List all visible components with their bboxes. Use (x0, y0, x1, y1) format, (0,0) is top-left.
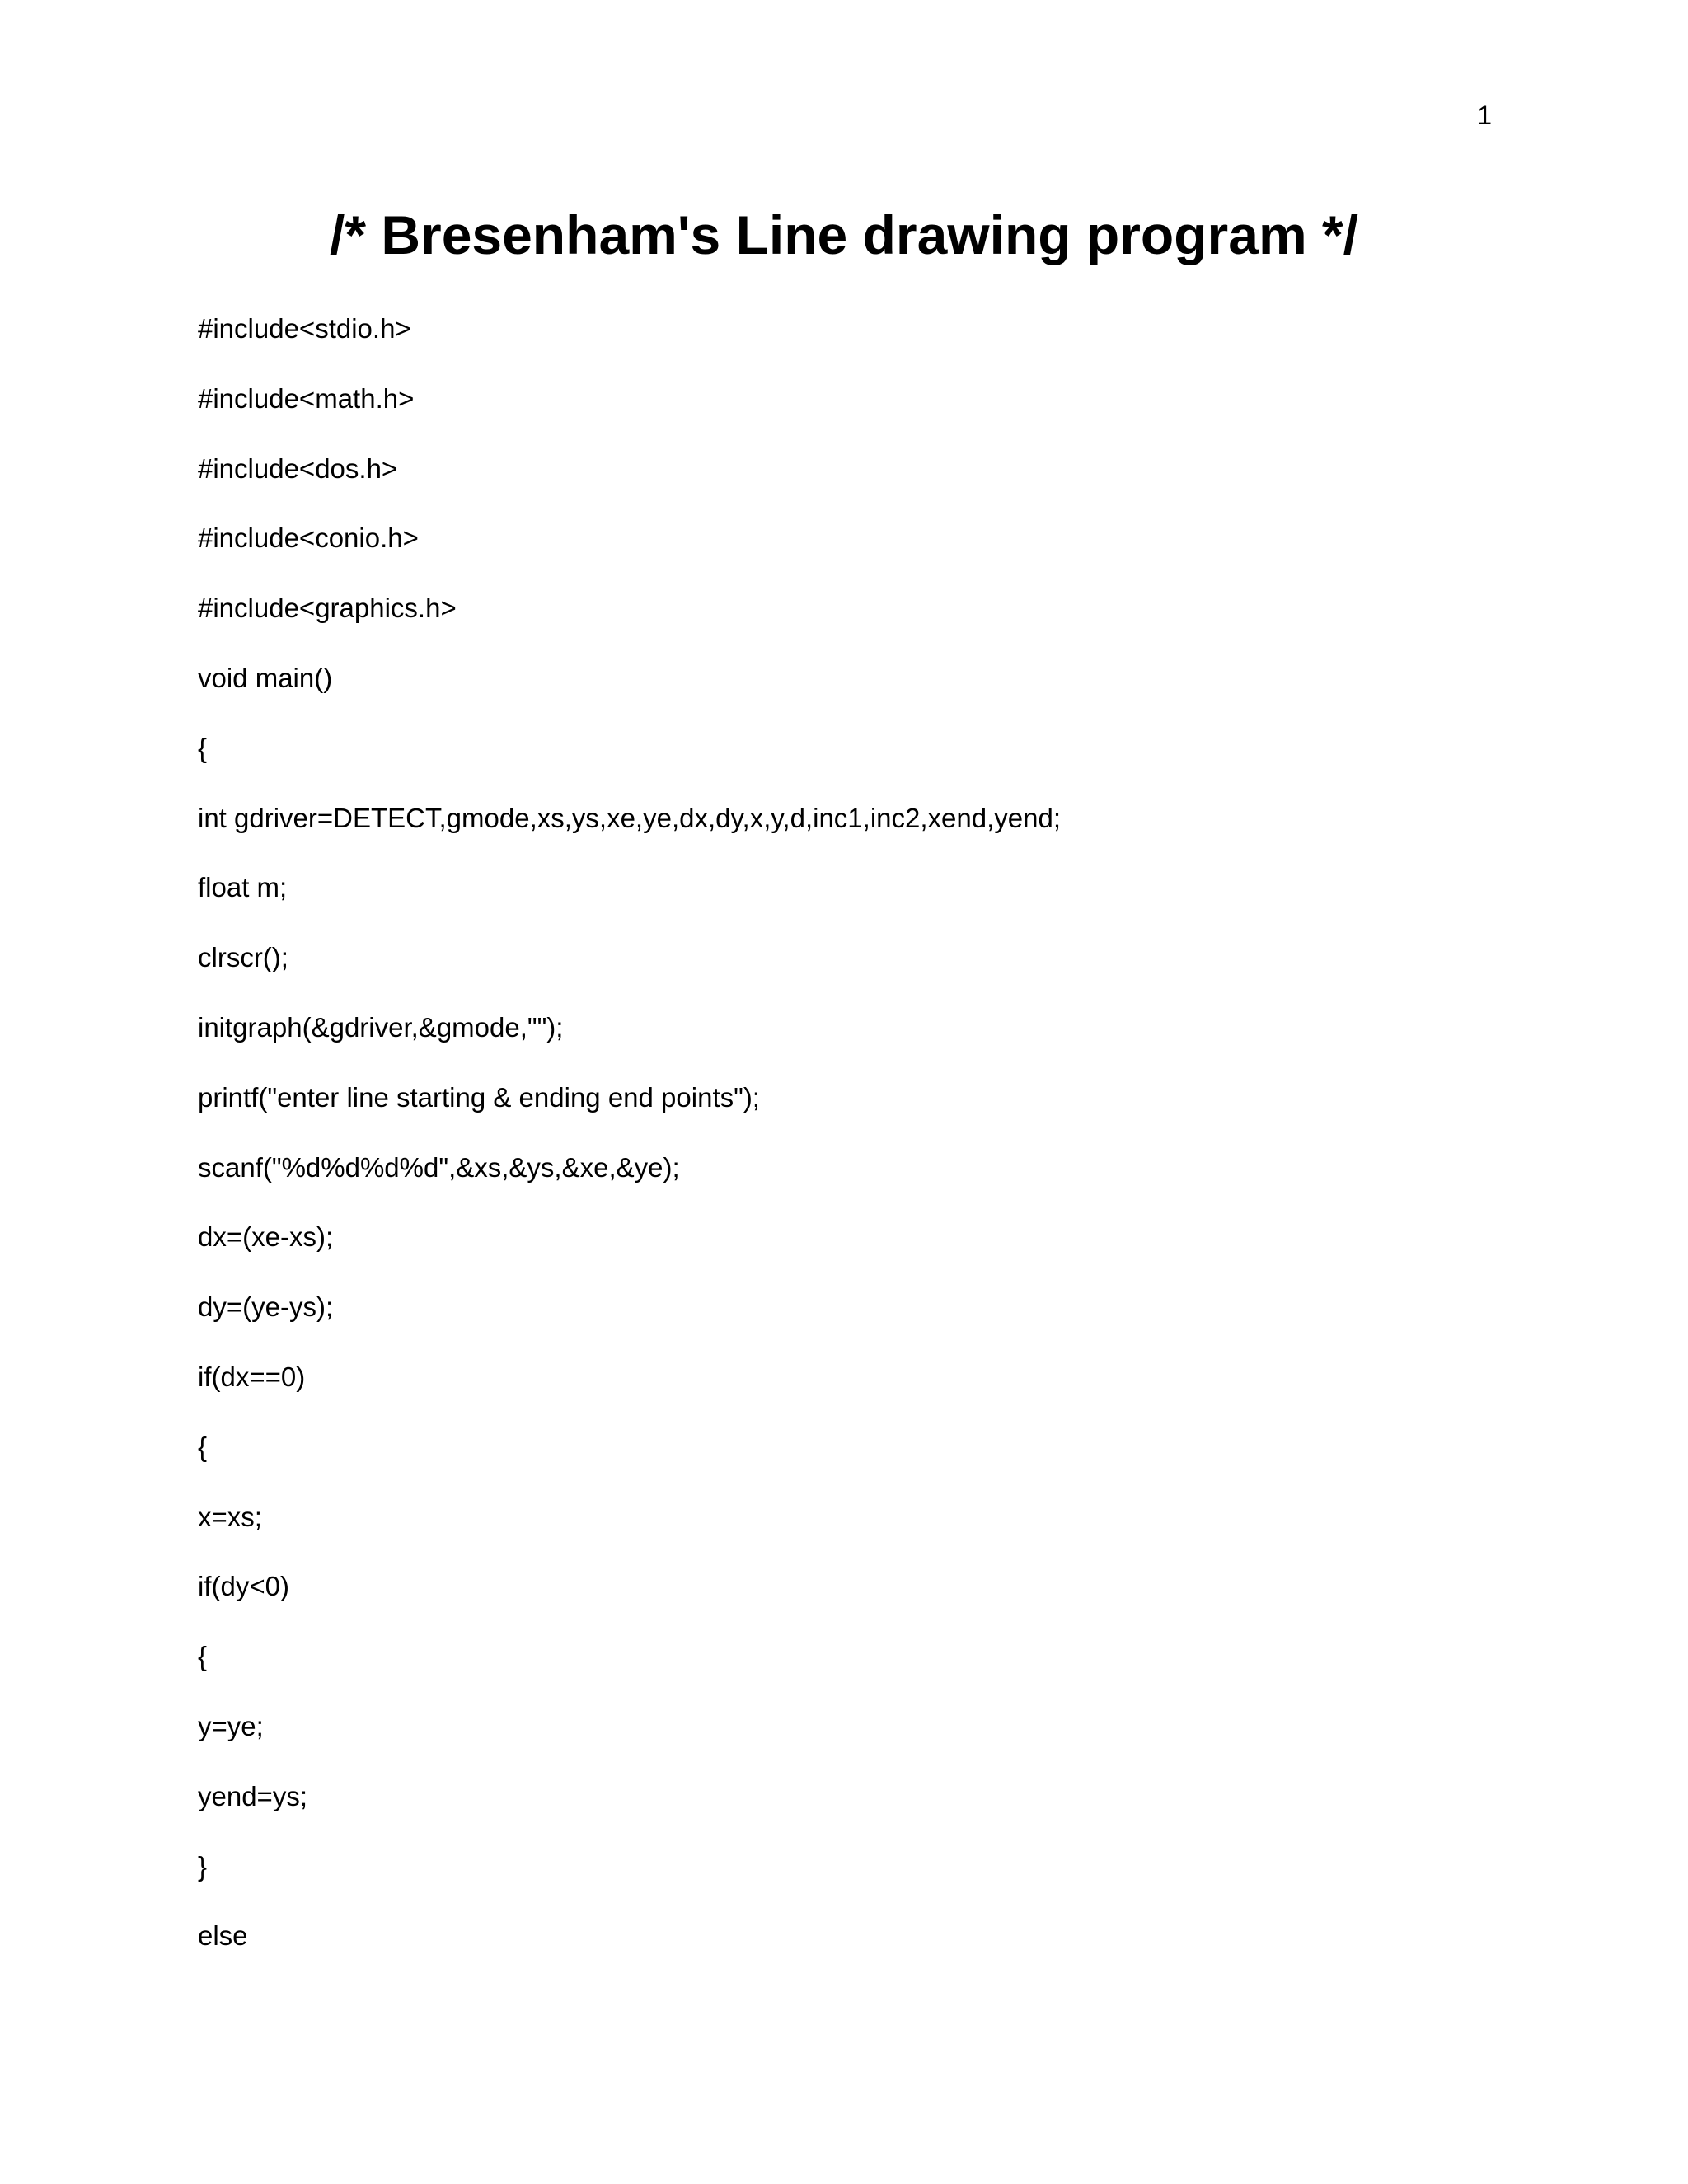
code-line: { (198, 1431, 208, 1462)
code-line: printf("enter line starting & ending end points"); (198, 1081, 760, 1113)
code-line: void main() (198, 662, 333, 693)
code-line: { (198, 1641, 208, 1672)
code-line: #include<stdio.h> (198, 313, 411, 344)
code-line: scanf("%d%d%d%d",&xs,&ys,&xe,&ye); (198, 1151, 680, 1183)
code-line: #include<conio.h> (198, 523, 419, 554)
code-line: int gdriver=DETECT,gmode,xs,ys,xe,ye,dx,dy,x,y,d,inc1,inc2,xend,yend; (198, 802, 1061, 833)
code-listing (198, 312, 1599, 1990)
code-line: initgraph(&gdriver,&gmode,""); (198, 1011, 564, 1043)
code-line: float m; (198, 872, 288, 903)
code-line: } (198, 1850, 208, 1882)
code-line: dx=(xe-xs); (198, 1221, 334, 1253)
code-line: yend=ys; (198, 1780, 307, 1811)
code-line: else (198, 1920, 248, 1952)
code-line: { (198, 732, 208, 763)
page-title: /* Bresenham's Line drawing program */ (329, 204, 1358, 265)
code-line: #include<math.h> (198, 382, 415, 414)
code-line: #include<graphics.h> (198, 593, 457, 624)
code-line: y=ye; (198, 1710, 264, 1741)
page-number: 1 (1477, 101, 1492, 130)
code-line: if(dx==0) (198, 1361, 306, 1392)
code-line: #include<dos.h> (198, 452, 398, 484)
code-line: x=xs; (198, 1501, 262, 1532)
code-line: if(dy<0) (198, 1571, 289, 1602)
code-line: clrscr(); (198, 942, 288, 973)
code-line: dy=(ye-ys); (198, 1291, 334, 1323)
